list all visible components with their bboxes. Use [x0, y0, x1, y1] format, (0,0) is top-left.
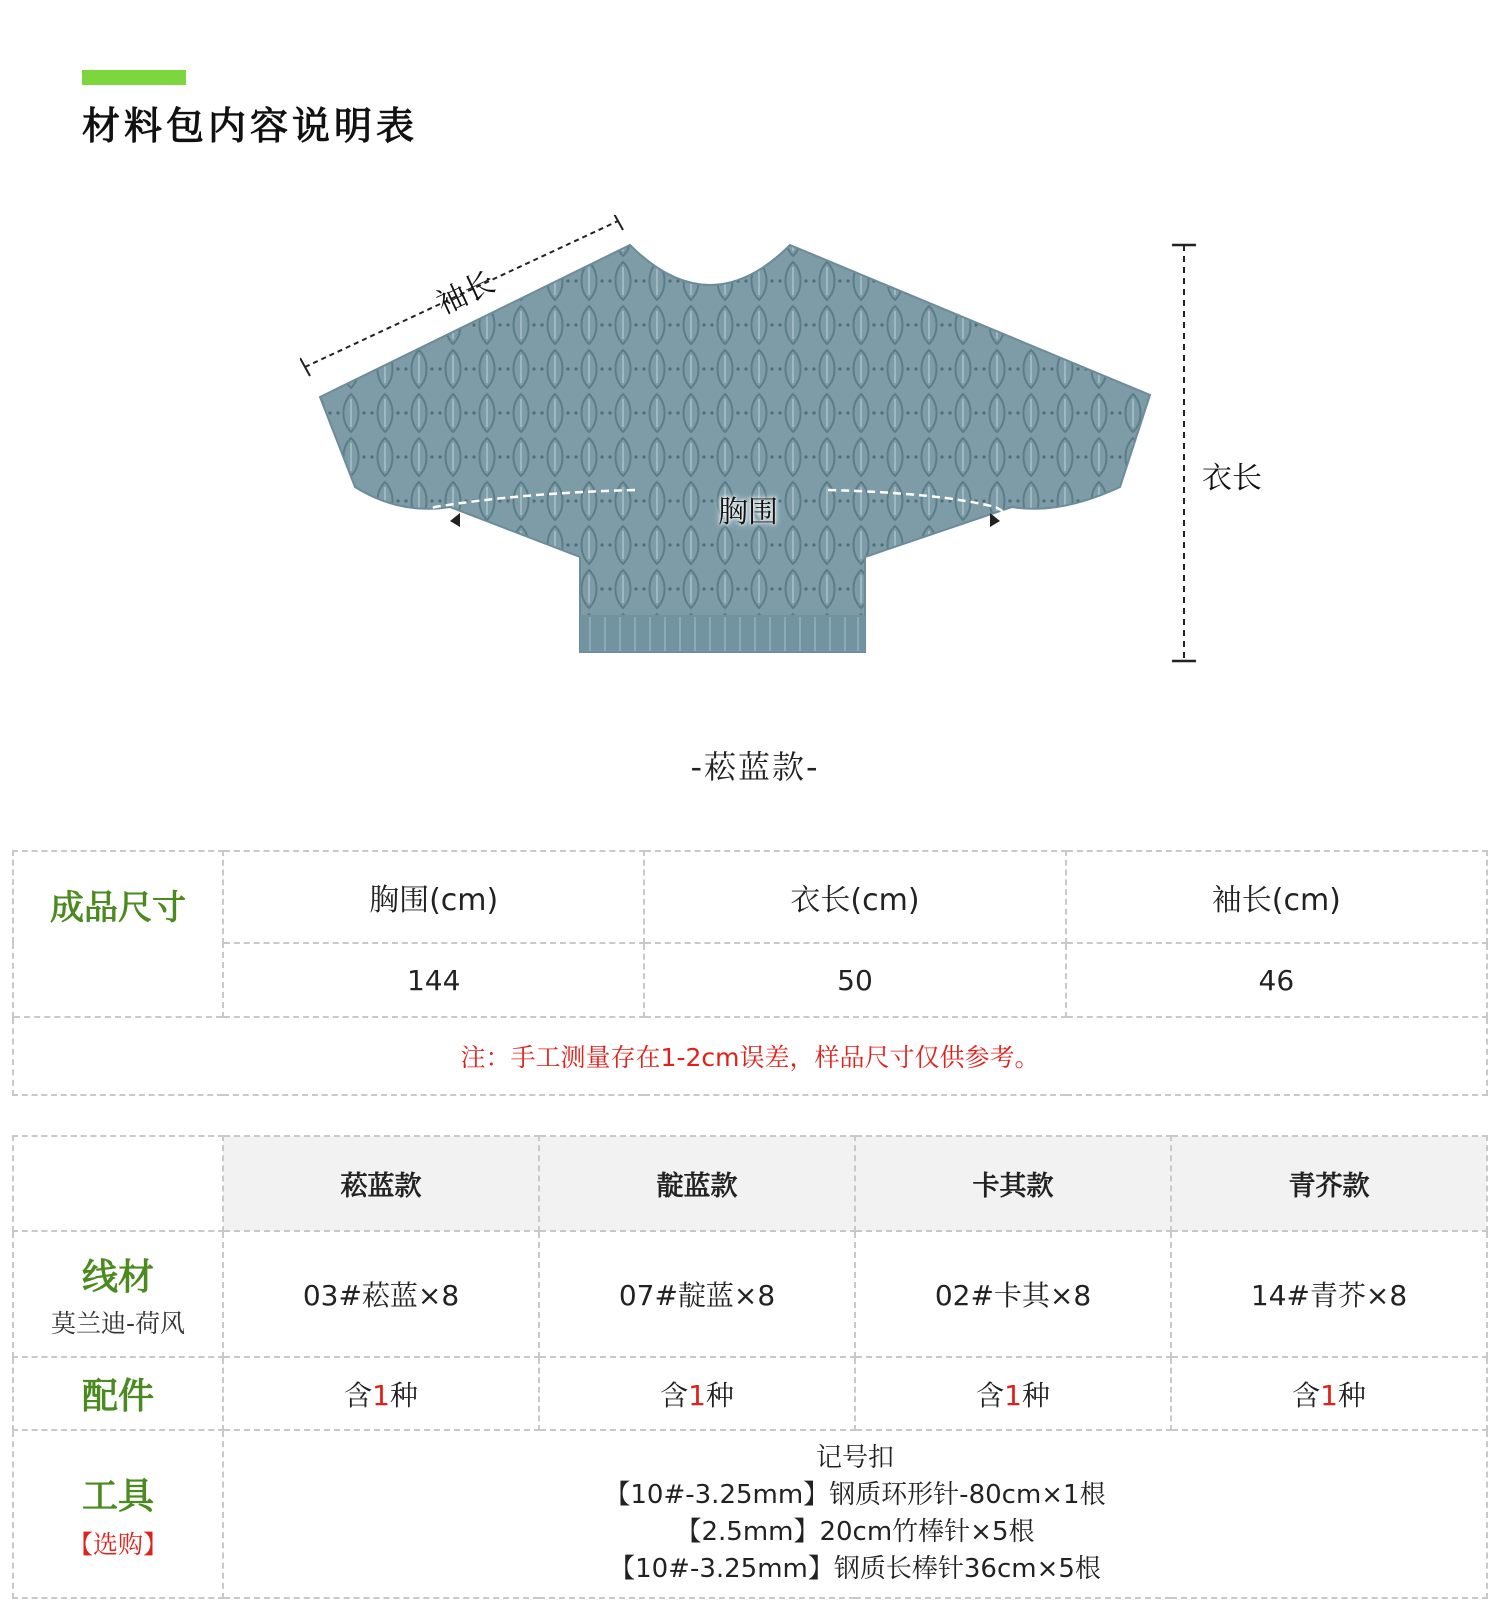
tool-item: 【2.5mm】20cm竹棒针×5根	[675, 1517, 1035, 1547]
tools-optional-note: 【选购】	[67, 1529, 168, 1559]
tool-item: 【10#-3.25mm】钢质长棒针36cm×5根	[609, 1554, 1101, 1584]
style-header-row	[13, 1136, 1487, 1231]
tools-title: 工具	[81, 1475, 154, 1517]
accessories-dianlan: 含1种	[539, 1357, 855, 1430]
sleeve-value: 46	[1066, 943, 1487, 1017]
style-caption: -菘蓝款-	[690, 748, 820, 786]
yarn-subtitle: 莫兰迪-荷风	[50, 1308, 186, 1338]
chest-label: 胸围	[718, 495, 778, 530]
materials-table	[12, 1135, 1488, 1599]
size-header-row	[13, 851, 1487, 943]
size-note-row	[13, 1017, 1487, 1095]
accessories-qingjie: 含1种	[1171, 1357, 1487, 1430]
accessories-row	[13, 1357, 1487, 1430]
title-accent-bar	[82, 70, 186, 85]
accessories-songlan: 含1种	[223, 1357, 539, 1430]
yarn-kaqi: 02#卡其×8	[855, 1231, 1171, 1357]
garment-ribbing	[580, 615, 865, 652]
yarn-songlan: 03#菘蓝×8	[223, 1231, 539, 1357]
style-header-qingjie: 青芥款	[1171, 1136, 1487, 1231]
size-note: 注：手工测量存在1-2cm误差，样品尺寸仅供参考。	[13, 1017, 1487, 1095]
corner-cell	[13, 1136, 223, 1231]
page-title: 材料包内容说明表	[82, 104, 419, 148]
size-value-row	[13, 943, 1487, 1017]
length-header: 衣长(cm)	[644, 851, 1065, 943]
accessories-label-cell	[13, 1357, 223, 1430]
size-section-title: 成品尺寸	[50, 888, 186, 928]
tool-item: 【10#-3.25mm】钢质环形针-80cm×1根	[604, 1480, 1106, 1510]
body-length-label: 衣长	[1198, 451, 1266, 499]
yarn-label-cell	[13, 1231, 223, 1357]
style-header-dianlan: 靛蓝款	[539, 1136, 855, 1231]
garment-illustration	[300, 215, 1270, 695]
accessories-kaqi: 含1种	[855, 1357, 1171, 1430]
tool-item: 记号扣	[815, 1443, 894, 1473]
style-header-songlan: 菘蓝款	[223, 1136, 539, 1231]
yarn-qingjie: 14#青芥×8	[1171, 1231, 1487, 1357]
tools-list-cell	[223, 1430, 1487, 1598]
chest-value: 144	[223, 943, 644, 1017]
style-header-kaqi: 卡其款	[855, 1136, 1171, 1231]
length-value: 50	[644, 943, 1065, 1017]
accessories-title: 配件	[81, 1376, 154, 1417]
tools-row	[13, 1430, 1487, 1598]
size-section-cell	[13, 851, 223, 1017]
yarn-title: 线材	[81, 1256, 154, 1298]
finished-size-table	[12, 850, 1488, 1096]
sleeve-length-label: 袖长	[431, 264, 501, 322]
tools-label-cell	[13, 1430, 223, 1598]
sleeve-header: 袖长(cm)	[1066, 851, 1487, 943]
chest-header: 胸围(cm)	[223, 851, 644, 943]
yarn-row	[13, 1231, 1487, 1357]
yarn-dianlan: 07#靛蓝×8	[539, 1231, 855, 1357]
